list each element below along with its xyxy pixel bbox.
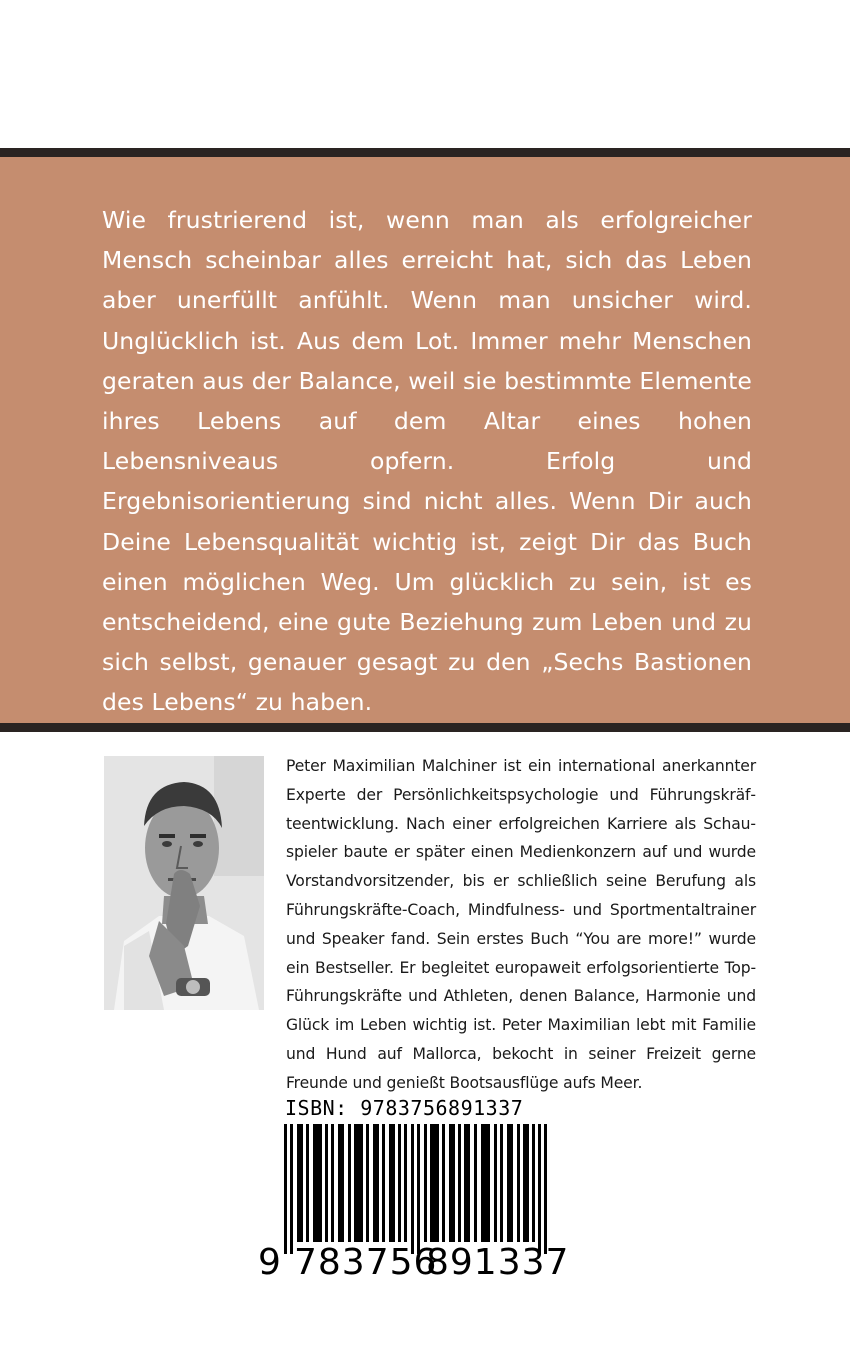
top-divider — [0, 148, 850, 157]
barcode-lead-digit: 9 — [258, 1242, 281, 1283]
author-photo — [104, 756, 264, 1010]
barcode-left-digits: 783756 — [294, 1242, 438, 1283]
isbn-label: ISBN: 9783756891337 — [285, 1096, 524, 1120]
author-bio: Peter Maximilian Malchiner ist ein international anerkannter Experte der Persönlichkeitspsychologie und Führungskräfteentwicklung. Nach einer erfolgreichen Karriere als Schauspieler baute er später einen Medienkonzern auf und wurde Vorstandvorsitzender, bis er schließlich seine Berufung als Führungskräfte-Coach, Mindfulness- und Sportmentaltrainer und Speaker fand. Sein erstes Buch “You are more!” wurde ein Bestseller. Er begleitet europaweit erfolgsorientierte Top-Führungskräfte und Athleten, denen Balance, Harmonie und Glück im Leben wichtig ist. Peter Maximilian lebt mit Familie und Hund auf Mallorca, bekocht in seiner Freizeit gerne Freunde und genießt Bootsausflüge aufs Meer. — [286, 757, 756, 1092]
blurb-text: Wie frustrierend ist, wenn man als erfolgreicher Mensch scheinbar alles erreicht hat, sich das Leben aber unerfüllt anfühlt. Wenn man unsicher wird. Unglücklich ist. Aus dem Lot. Immer mehr Menschen geraten aus der Balance, weil sie bestimmte Elemente ihres Lebens auf dem Altar eines hohen Lebensniveaus opfern. Erfolg und Ergebnisorientierung sind nicht alles. Wenn Dir auch Deine Lebensqualität wichtig ist, zeigt Dir das Buch einen möglichen Weg. Um glücklich zu sein, ist es entscheidend, eine gute Beziehung zum Leben und zu sich selbst, genauer gesagt zu den „Sechs Bastionen des Lebens“ zu haben. — [102, 206, 752, 717]
author-portrait-image — [104, 756, 264, 1010]
barcode-right-digits: 891337 — [426, 1242, 570, 1283]
bottom-divider — [0, 723, 850, 732]
barcode-bar-group — [284, 1124, 547, 1254]
